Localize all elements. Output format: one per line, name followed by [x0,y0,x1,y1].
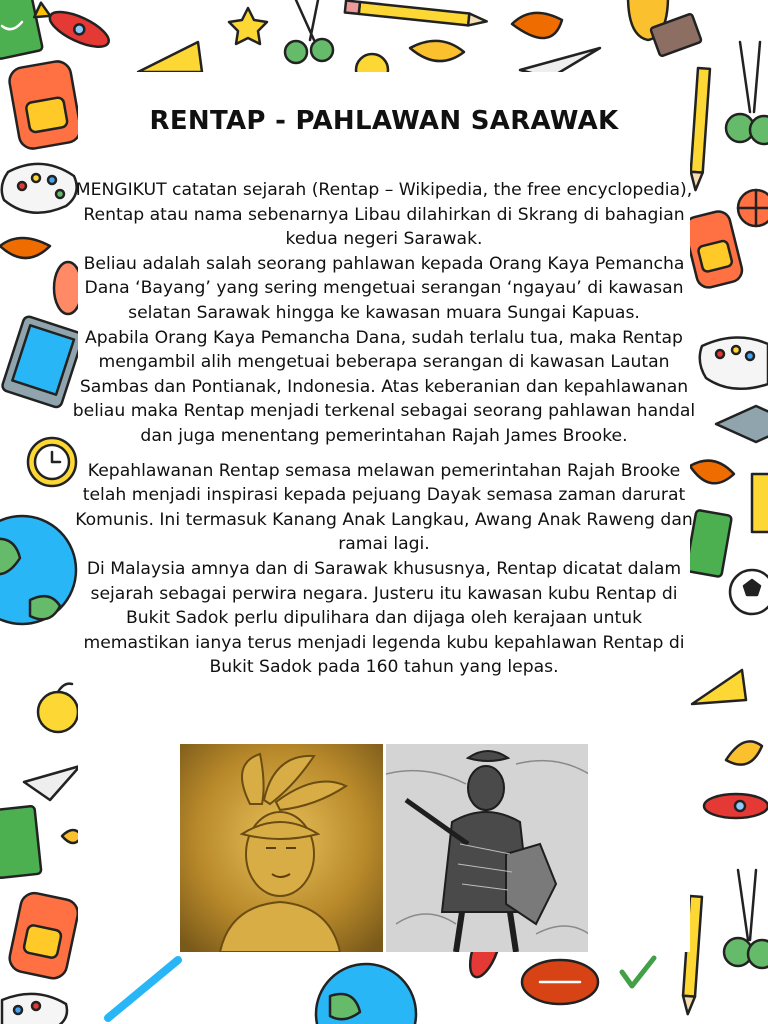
paragraph: Di Malaysia amnya dan di Sarawak khususnya, Rentap dicatat dalam sejarah sebagai perwira negara. Justeru itu kawasan kubu Rentap di Bukit Sadok perlu dipulihara dan dijaga oleh kerajaan untuk memastikan ianya terus menjadi legenda kubu kepahlawan Rentap di Bukit Sadok pada 160 tahun yang lepas. [83,558,685,678]
paragraph: Beliau adalah salah seorang pahlawan kepada Orang Kaya Pemancha Dana ‘Bayang’ yang sering mengetuai serangan ‘ngayau’ di kawasan selatan Sarawak hingga ke kawasan muara Sungai Kapuas. [83,253,685,323]
scissors-icon [726,42,768,144]
rocket-icon [33,0,114,54]
palette-icon [2,994,67,1024]
pencil-icon [345,1,487,28]
alarm-clock-icon [28,438,76,486]
chalkboard-icon [0,806,41,878]
article-body [72,178,696,680]
soccer-ball-icon [730,570,768,614]
basketball-icon [738,190,768,226]
backpack-icon [7,59,82,151]
photo-strip [180,744,588,952]
warrior-illustration-image [386,744,589,952]
globe-icon [316,964,416,1024]
leaf-icon [690,461,734,484]
apple-icon [38,684,78,732]
palette-icon [2,164,77,213]
scissors-icon [285,0,333,63]
page-title: RENTAP - PAHLAWAN SARAWAK [149,106,619,136]
leaf-icon [726,741,762,764]
paragraph: Apabila Orang Kaya Pemancha Dana, sudah terlalu tua, maka Rentap mengambil alih mengetuai beberapa serangan di kawasan Lautan Sambas dan Pontianak, Indonesia. Atas keberanian dan kepahlawanan beliau maka Rentap menjadi terkenal sebagai seorang pahlawan handal dan juga menentang pemerintahan Rajah James Brooke. [72,327,696,446]
content-card [72,72,696,952]
leaf-icon [0,238,50,258]
leaf-icon [410,41,464,61]
rocket-icon [704,794,768,818]
paragraph: MENGIKUT catatan sejarah (Rentap – Wikipedia, the free encyclopedia), Rentap atau nama sebenarnya Libau dilahirkan di Skrang di bahagian kedua negeri Sarawak. [75,180,693,250]
paragraph: Kepahlawanan Rentap semasa melawan pemerintahan Rajah Brooke telah menjadi inspirasi kepada pejuang Dayak semasa zaman darurat Komunis. Ini termasuk Kanang Anak Langkau, Awang Anak Raweng dan ramai lagi. [75,460,693,555]
checkmark-icon [622,958,654,986]
paintbrush-icon [108,960,178,1018]
chalkboard-icon [0,0,43,59]
trophy-icon [628,0,702,57]
ruler-icon [138,42,202,72]
gold-relief-portrait-image [180,744,383,952]
pencil-icon [689,68,709,191]
star-icon [229,8,267,44]
graduation-cap-icon [716,406,768,442]
ruler-icon [692,670,746,704]
globe-icon [0,516,76,624]
paper-plane-icon [24,766,80,800]
rugby-ball-icon [522,960,598,1004]
leaf-icon [512,13,562,38]
backpack-icon [7,891,80,981]
book-icon [752,474,768,532]
scissors-icon [724,870,768,968]
palette-icon [700,337,768,388]
